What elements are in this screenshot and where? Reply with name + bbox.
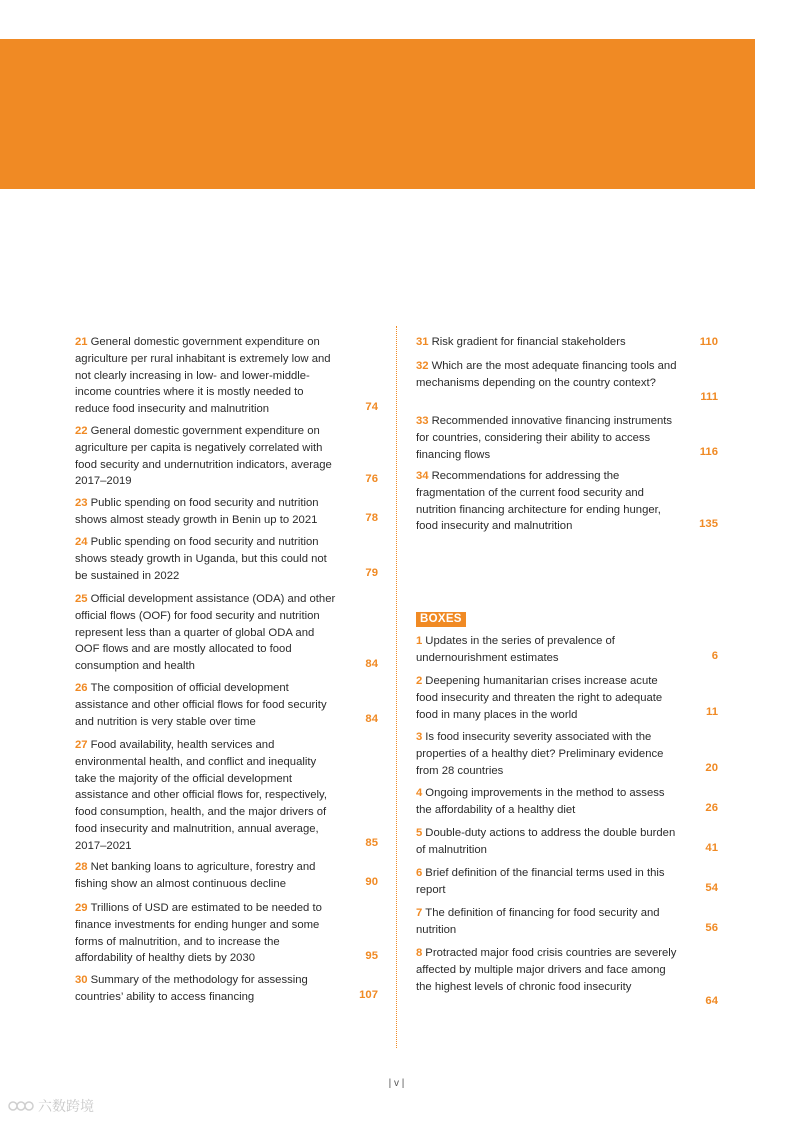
toc-entry[interactable] (416, 865, 718, 897)
toc-entry[interactable] (416, 334, 718, 351)
toc-entry[interactable] (75, 534, 378, 582)
entry-title: Summary of the methodology for assessing countries’ ability to access financing (75, 974, 308, 1003)
entry-title: The definition of financing for food security and nutrition (416, 907, 660, 936)
entry-title: Which are the most adequate financing tools and mechanisms depending on the country context? (416, 360, 677, 389)
toc-entry[interactable] (75, 591, 378, 673)
toc-entry[interactable] (416, 825, 718, 857)
entry-page: 107 (359, 989, 378, 1002)
entry-title: Ongoing improvements in the method to assess the affordability of a healthy diet (416, 787, 665, 816)
entry-title: Food availability, health services and environmental health, and conflict and inequality take the majority of the official development assistance and other official flows for, respectively, food consumption, health, and the major drivers of food insecurity and malnutrition, annual average, 2017–2021 (75, 739, 328, 852)
entry-page: 54 (705, 882, 718, 895)
toc-entry[interactable] (75, 334, 378, 416)
entry-number: 27 (75, 739, 88, 751)
entry-title: Is food insecurity severity associated with the properties of a healthy diet? Preliminary evidence from 28 countries (416, 731, 664, 777)
entry-title: Risk gradient for financial stakeholders (431, 336, 626, 348)
entry-number: 34 (416, 470, 429, 482)
entry-title: Public spending on food security and nutrition shows almost steady growth in Benin up to 2021 (75, 497, 319, 526)
entry-page: 84 (365, 658, 378, 671)
entry-title: Net banking loans to agriculture, forestry and fishing show an almost continuous decline (75, 861, 316, 890)
entry-title: Brief definition of the financial terms used in this report (416, 867, 665, 896)
boxes-heading-label: BOXES (416, 612, 466, 627)
entry-number: 33 (416, 415, 429, 427)
entry-number: 1 (416, 635, 423, 647)
entry-number: 28 (75, 861, 88, 873)
entry-page: 95 (365, 950, 378, 963)
entry-number: 6 (416, 867, 423, 879)
entry-page: 78 (365, 512, 378, 525)
toc-entry[interactable] (75, 423, 378, 488)
watermark-text: 六数跨境 (38, 1098, 94, 1114)
entry-number: 7 (416, 907, 423, 919)
entry-number: 26 (75, 682, 88, 694)
toc-entry[interactable] (416, 945, 718, 1010)
toc-entry[interactable] (416, 905, 718, 937)
entry-number: 29 (75, 902, 88, 914)
entry-page: 85 (365, 837, 378, 850)
entry-number: 32 (416, 360, 429, 372)
toc-entry[interactable] (416, 413, 718, 461)
entry-page: 56 (705, 922, 718, 935)
entry-page: 6 (711, 650, 718, 663)
entry-title: Recommendations for addressing the fragmentation of the current food security and nutrition financing architecture for ending hunger, food insecurity and malnutrition (416, 470, 661, 533)
entry-number: 5 (416, 827, 423, 839)
entry-title: The composition of official development assistance and other official flows for food security and nutrition is very stable over time (75, 682, 327, 728)
entry-number: 22 (75, 425, 88, 437)
toc-entry[interactable] (416, 633, 718, 665)
entry-number: 24 (75, 536, 88, 548)
watermark-logo-icon (8, 1099, 34, 1113)
entry-title: General domestic government expenditure on agriculture per capita is negatively correlated with food security and undernutrition indicators, average 2017–2019 (75, 425, 332, 488)
entry-page: 20 (705, 762, 718, 775)
entry-title: Public spending on food security and nutrition shows steady growth in Uganda, but this could not be sustained in 2022 (75, 536, 327, 582)
entry-number: 3 (416, 731, 423, 743)
entry-page: 79 (365, 567, 378, 580)
entry-title: General domestic government expenditure on agriculture per rural inhabitant is extremely low and not clearly increasing in low- and lower-middle-income countries where it is mostly needed to reduce food insecurity and malnutrition (75, 336, 331, 416)
entry-page: 41 (705, 842, 718, 855)
figures-list-left (75, 334, 378, 1004)
entry-title: Recommended innovative financing instruments for countries, considering their ability to access financing flows (416, 415, 673, 461)
boxes-heading (416, 609, 718, 631)
entry-number: 2 (416, 675, 423, 687)
entry-page: 111 (700, 391, 718, 404)
column-divider (396, 326, 397, 1048)
toc-entry[interactable] (75, 737, 378, 852)
entry-title: Updates in the series of prevalence of undernourishment estimates (416, 635, 615, 664)
entry-page: 90 (365, 876, 378, 889)
entry-title: Official development assistance (ODA) and other official flows (OOF) for food security and nutrition represent less than a quarter of global ODA and OOF flows and are mostly allocated to food consumption and health (75, 593, 336, 673)
entry-page: 76 (365, 473, 378, 486)
entry-title: Double-duty actions to address the double burden of malnutrition (416, 827, 676, 856)
entry-number: 31 (416, 336, 429, 348)
entry-page: 135 (699, 518, 718, 531)
toc-entry[interactable] (75, 495, 378, 527)
toc-entry[interactable] (416, 785, 718, 817)
toc-entry[interactable] (416, 729, 718, 777)
entry-title: Protracted major food crisis countries are severely affected by multiple major drivers and face among the highest levels of chronic food insecurity (416, 947, 677, 993)
entry-title: Deepening humanitarian crises increase acute food insecurity and threaten the right to adequate food in many places in the world (416, 675, 663, 721)
entry-page: 84 (365, 713, 378, 726)
entry-number: 23 (75, 497, 88, 509)
entry-title: Trillions of USD are estimated to be needed to finance investments for ending hunger and some forms of malnutrition, and to increase the affordability of healthy diets by 2030 (75, 902, 322, 965)
toc-entry[interactable] (75, 680, 378, 728)
toc-entry[interactable] (416, 468, 718, 533)
toc-entry[interactable] (75, 900, 378, 965)
toc-entry[interactable] (416, 673, 718, 721)
header-banner (0, 39, 755, 189)
entry-number: 21 (75, 336, 88, 348)
toc-entry[interactable] (416, 358, 718, 406)
entry-page: 116 (699, 446, 718, 459)
entry-page: 64 (705, 995, 718, 1008)
watermark (8, 1096, 94, 1116)
toc-entry[interactable] (75, 972, 378, 1004)
entry-page: 26 (705, 802, 718, 815)
entry-number: 8 (416, 947, 423, 959)
entry-page: 74 (365, 401, 378, 414)
entry-page: 11 (706, 706, 718, 719)
entry-number: 25 (75, 593, 88, 605)
entry-number: 30 (75, 974, 88, 986)
toc-entry[interactable] (75, 859, 378, 891)
entry-page: 110 (699, 336, 718, 349)
entry-number: 4 (416, 787, 423, 799)
figures-list-right (416, 334, 718, 1010)
page-number: | v | (388, 1078, 405, 1089)
